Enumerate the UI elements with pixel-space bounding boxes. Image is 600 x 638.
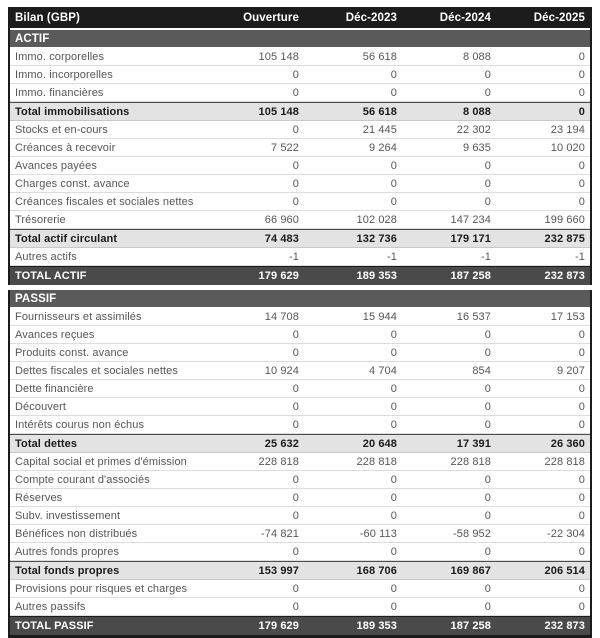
table-body: [10, 30, 590, 635]
cell-value: 228 818: [544, 455, 585, 468]
cell-value: 0: [390, 86, 397, 99]
table-row: [10, 248, 590, 266]
row-label: Autres actifs: [15, 250, 77, 263]
cell-value: 132 736: [356, 232, 397, 245]
section-header-row: [10, 290, 590, 308]
cell-value: 0: [578, 195, 585, 208]
cell-value: -1: [289, 250, 299, 263]
cell-value: 56 618: [362, 50, 397, 63]
cell-value: 0: [390, 491, 397, 504]
cell-value: 9 264: [368, 141, 397, 154]
row-label: Stocks et en-cours: [15, 123, 108, 136]
section-name: PASSIF: [15, 292, 57, 305]
cell-value: 0: [484, 346, 491, 359]
cell-value: 0: [292, 473, 299, 486]
cell-value: 0: [292, 418, 299, 431]
cell-value: 0: [578, 382, 585, 395]
cell-value: 10 020: [550, 141, 585, 154]
table-row: [10, 598, 590, 616]
cell-value: 0: [390, 600, 397, 613]
cell-value: 0: [484, 582, 491, 595]
cell-value: 15 944: [362, 310, 397, 323]
cell-value: 0: [292, 177, 299, 190]
cell-value: 0: [292, 159, 299, 172]
table-row: [10, 380, 590, 398]
row-label: Subv. investissement: [15, 509, 121, 522]
cell-value: 0: [484, 382, 491, 395]
row-label: TOTAL ACTIF: [15, 270, 87, 282]
row-label: Autres passifs: [15, 600, 86, 613]
cell-value: 10 924: [264, 364, 299, 377]
cell-value: 0: [390, 328, 397, 341]
table-row: [10, 507, 590, 525]
table-row: [10, 344, 590, 362]
table-row: [10, 580, 590, 598]
cell-value: 0: [292, 195, 299, 208]
cell-value: 21 445: [362, 123, 397, 136]
cell-value: -1: [575, 250, 585, 263]
row-label: Total dettes: [15, 437, 78, 450]
row-label: Créances à recevoir: [15, 141, 116, 154]
row-label: Dette financière: [15, 382, 94, 395]
cell-value: 0: [578, 400, 585, 413]
cell-value: 0: [484, 600, 491, 613]
cell-value: 0: [578, 545, 585, 558]
cell-value: 0: [578, 105, 585, 118]
row-label: Total immobilisations: [15, 105, 130, 118]
row-label: Découvert: [15, 400, 67, 413]
cell-value: 199 660: [544, 213, 585, 226]
cell-value: -22 304: [546, 527, 585, 540]
cell-value: 189 353: [356, 270, 397, 282]
table-row: [10, 489, 590, 507]
cell-value: 0: [390, 473, 397, 486]
cell-value: 0: [484, 545, 491, 558]
cell-value: 0: [390, 400, 397, 413]
table-row: [10, 157, 590, 175]
cell-value: 7 522: [270, 141, 299, 154]
table-row: [10, 398, 590, 416]
cell-value: 854: [472, 364, 491, 377]
cell-value: 14 708: [264, 310, 299, 323]
column-header-dec-2025: Déc-2025: [533, 11, 585, 24]
table-row: [10, 66, 590, 84]
cell-value: 0: [390, 159, 397, 172]
cell-value: 9 207: [556, 364, 585, 377]
row-label: Compte courant d'associés: [15, 473, 150, 486]
row-label: Trésorerie: [15, 213, 66, 226]
column-header-dec-2023: Déc-2023: [345, 11, 397, 24]
cell-value: 0: [578, 68, 585, 81]
cell-value: 9 635: [462, 141, 491, 154]
row-label: Immo. incorporelles: [15, 68, 113, 81]
cell-value: 0: [292, 68, 299, 81]
cell-value: 0: [578, 159, 585, 172]
cell-value: -58 952: [452, 527, 491, 540]
section-name: ACTIF: [15, 32, 50, 45]
cell-value: 147 234: [450, 213, 491, 226]
cell-value: 0: [292, 328, 299, 341]
row-label: TOTAL PASSIF: [15, 620, 94, 632]
row-label: Réserves: [15, 491, 63, 504]
cell-value: 0: [578, 50, 585, 63]
cell-value: 179 629: [258, 270, 299, 282]
cell-value: 0: [578, 86, 585, 99]
cell-value: 26 360: [550, 437, 585, 450]
table-row: [10, 525, 590, 543]
cell-value: 0: [578, 509, 585, 522]
table-row: [10, 229, 590, 248]
cell-value: 0: [390, 382, 397, 395]
cell-value: 0: [390, 68, 397, 81]
cell-value: 0: [578, 328, 585, 341]
cell-value: 0: [484, 491, 491, 504]
cell-value: 228 818: [450, 455, 491, 468]
cell-value: 179 629: [258, 620, 299, 632]
cell-value: 0: [292, 582, 299, 595]
cell-value: 228 818: [356, 455, 397, 468]
cell-value: 0: [578, 177, 585, 190]
table-title: Bilan (GBP): [15, 11, 80, 24]
cell-value: 0: [484, 195, 491, 208]
cell-value: 0: [292, 545, 299, 558]
cell-value: -1: [387, 250, 397, 263]
row-label: Bénéfices non distribués: [15, 527, 138, 540]
cell-value: 0: [390, 582, 397, 595]
cell-value: 0: [292, 382, 299, 395]
section-gap: [8, 285, 592, 290]
table-row: [10, 266, 590, 285]
cell-value: 0: [292, 86, 299, 99]
cell-value: 105 148: [258, 105, 299, 118]
row-label: Intérêts courus non échus: [15, 418, 145, 431]
row-label: Fournisseurs et assimilés: [15, 310, 142, 323]
cell-value: 8 088: [462, 50, 491, 63]
row-label: Avances reçues: [15, 328, 95, 341]
cell-value: -60 113: [359, 527, 397, 540]
table-row: [10, 139, 590, 157]
row-label: Avances payées: [15, 159, 97, 172]
cell-value: 232 873: [544, 270, 585, 282]
cell-value: 4 704: [368, 364, 397, 377]
cell-value: 0: [484, 159, 491, 172]
cell-value: 228 818: [258, 455, 299, 468]
cell-value: 17 391: [456, 437, 491, 450]
row-label: Immo. corporelles: [15, 50, 105, 63]
column-header-dec-2024: Déc-2024: [439, 11, 491, 24]
cell-value: 25 632: [264, 437, 299, 450]
table-header-row: [10, 7, 590, 30]
table-row: [10, 616, 590, 635]
table-row: [10, 561, 590, 580]
cell-value: 187 258: [450, 270, 491, 282]
cell-value: 232 875: [544, 232, 585, 245]
cell-value: 0: [292, 600, 299, 613]
table-row: [10, 326, 590, 344]
cell-value: 0: [578, 418, 585, 431]
cell-value: 0: [390, 418, 397, 431]
row-label: Capital social et primes d'émission: [15, 455, 187, 468]
table-row: [10, 362, 590, 380]
cell-value: 0: [292, 400, 299, 413]
cell-value: 0: [484, 473, 491, 486]
table-row: [10, 102, 590, 121]
cell-value: 66 960: [264, 213, 299, 226]
cell-value: 206 514: [544, 564, 585, 577]
table-row: [10, 121, 590, 139]
cell-value: 0: [292, 509, 299, 522]
cell-value: 74 483: [264, 232, 299, 245]
row-label: Total fonds propres: [15, 564, 120, 577]
table-row: [10, 48, 590, 66]
table-row: [10, 416, 590, 434]
cell-value: 0: [578, 491, 585, 504]
cell-value: 0: [390, 177, 397, 190]
cell-value: 179 171: [450, 232, 491, 245]
cell-value: 168 706: [356, 564, 397, 577]
cell-value: 56 618: [362, 105, 397, 118]
cell-value: -1: [481, 250, 491, 263]
row-label: Dettes fiscales et sociales nettes: [15, 364, 178, 377]
cell-value: 23 194: [550, 123, 585, 136]
cell-value: 17 153: [550, 310, 585, 323]
table-row: [10, 543, 590, 561]
column-header-ouverture: Ouverture: [243, 11, 299, 24]
cell-value: 0: [578, 600, 585, 613]
table-row: [10, 193, 590, 211]
table-row: [10, 175, 590, 193]
cell-value: 0: [484, 68, 491, 81]
cell-value: 105 148: [258, 50, 299, 63]
cell-value: 0: [484, 400, 491, 413]
cell-value: 0: [578, 473, 585, 486]
row-label: Immo. financières: [15, 86, 104, 99]
cell-value: 22 302: [456, 123, 491, 136]
row-label: Produits const. avance: [15, 346, 129, 359]
cell-value: 16 537: [456, 310, 491, 323]
cell-value: 189 353: [356, 620, 397, 632]
table-row: [10, 308, 590, 326]
cell-value: 0: [484, 418, 491, 431]
cell-value: 0: [578, 346, 585, 359]
cell-value: 187 258: [450, 620, 491, 632]
cell-value: 0: [390, 545, 397, 558]
cell-value: 0: [578, 582, 585, 595]
row-label: Autres fonds propres: [15, 545, 120, 558]
cell-value: 0: [484, 509, 491, 522]
cell-value: 0: [292, 346, 299, 359]
table-row: [10, 211, 590, 229]
table-row: [10, 453, 590, 471]
table-row: [10, 434, 590, 453]
balance-sheet-table: [8, 7, 592, 638]
row-label: Créances fiscales et sociales nettes: [15, 195, 194, 208]
cell-value: -74 821: [260, 527, 299, 540]
cell-value: 0: [292, 491, 299, 504]
cell-value: 0: [484, 328, 491, 341]
row-label: Charges const. avance: [15, 177, 130, 190]
table-row: [10, 471, 590, 489]
section-header-row: [10, 30, 590, 48]
cell-value: 0: [484, 86, 491, 99]
cell-value: 20 648: [362, 437, 397, 450]
cell-value: 169 867: [450, 564, 491, 577]
cell-value: 102 028: [356, 213, 397, 226]
cell-value: 153 997: [258, 564, 299, 577]
cell-value: 0: [390, 509, 397, 522]
row-label: Provisions pour risques et charges: [15, 582, 188, 595]
cell-value: 0: [484, 177, 491, 190]
row-label: Total actif circulant: [15, 232, 118, 245]
cell-value: 8 088: [462, 105, 491, 118]
cell-value: 232 873: [544, 620, 585, 632]
cell-value: 0: [390, 346, 397, 359]
cell-value: 0: [292, 123, 299, 136]
cell-value: 0: [390, 195, 397, 208]
table-row: [10, 84, 590, 102]
